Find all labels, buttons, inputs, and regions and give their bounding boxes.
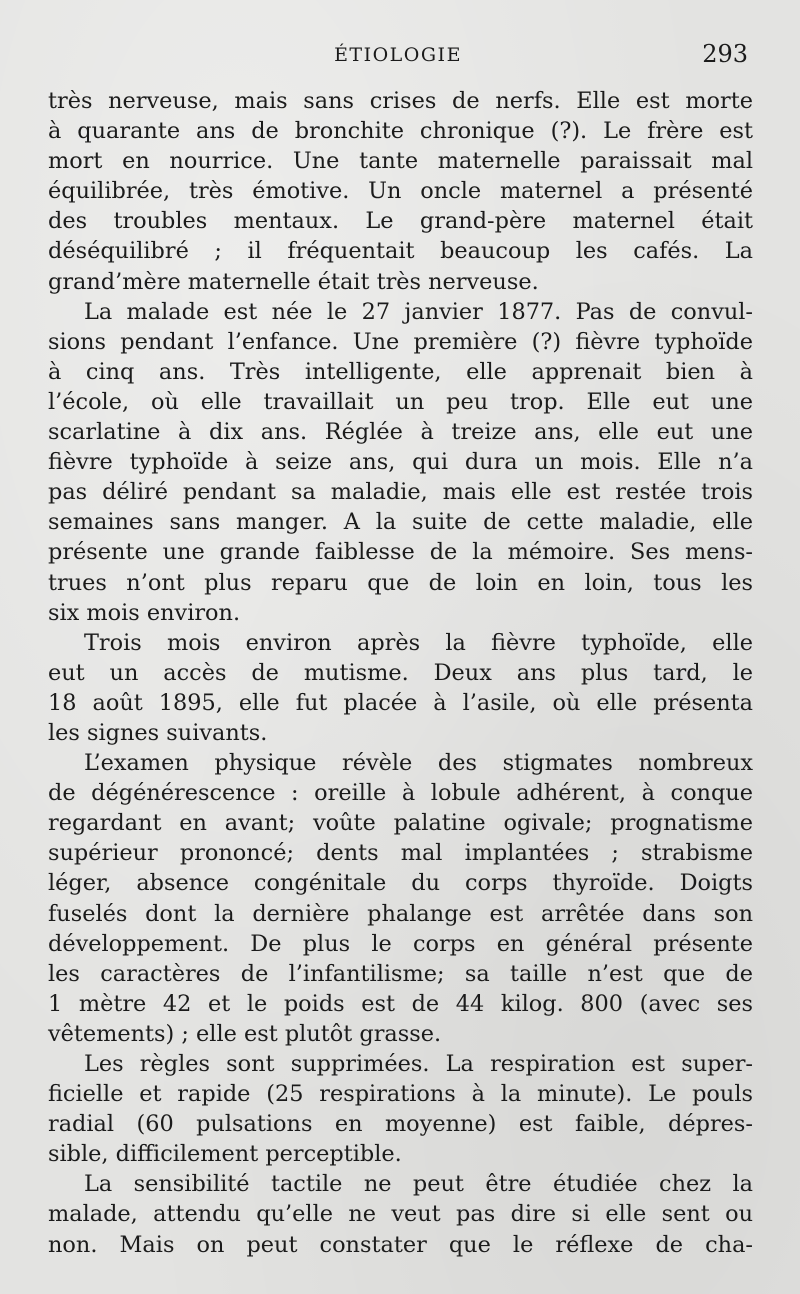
text-line: semaines sans manger. A la suite de cette maladie, elle: [48, 509, 753, 536]
text-line: six mois environ.: [48, 599, 241, 626]
text-line: La sensibilité tactile ne peut être étudiée chez la: [84, 1171, 753, 1198]
running-head: [48, 38, 748, 78]
text-line: l’école, où elle travaillait un peu trop. Elle eut une: [48, 388, 753, 415]
text-line: pas déliré pendant sa maladie, mais elle est restée trois: [48, 479, 753, 506]
text-line: sible, difficilement perceptible.: [48, 1141, 402, 1168]
text-line: très nerveuse, mais sans crises de nerfs. Elle est morte: [48, 88, 753, 114]
text-line: malade, attendu qu’elle ne veut pas dire si elle sent ou: [48, 1201, 753, 1228]
text-line: scarlatine à dix ans. Réglée à treize ans, elle eut une: [48, 419, 753, 446]
text-line: eut un accès de mutisme. Deux ans plus tard, le: [48, 659, 753, 686]
text-line: de dégénérescence : oreille à lobule adhérent, à conque: [48, 780, 753, 807]
body-text: [48, 86, 753, 1260]
text-line: à quarante ans de bronchite chronique (?). Le frère est: [48, 118, 753, 145]
text-line: radial (60 pulsations en moyenne) est faible, dépres-: [48, 1111, 753, 1138]
text-line: mort en nourrice. Une tante maternelle paraissait mal: [48, 148, 753, 175]
page-number: 293: [702, 40, 748, 68]
text-line: 1 mètre 42 et le poids est de 44 kilog. 800 (avec ses: [48, 990, 753, 1017]
text-line: déséquilibré ; il fréquentait beaucoup les cafés. La: [48, 238, 753, 265]
text-line: 18 août 1895, elle fut placée à l’asile, où elle présenta: [48, 689, 753, 716]
text-line: supérieur prononcé; dents mal implantées ; strabisme: [48, 840, 753, 867]
text-line: les caractères de l’infantilisme; sa taille n’est que de: [48, 960, 753, 987]
text-line: léger, absence congénitale du corps thyroïde. Doigts: [48, 870, 753, 897]
text-line: non. Mais on peut constater que le réflexe de cha-: [48, 1231, 753, 1258]
text-line: des troubles mentaux. Le grand-père maternel était: [48, 208, 753, 235]
text-line: fuselés dont la dernière phalange est arrêtée dans son: [48, 900, 753, 927]
text-line: sions pendant l’enfance. Une première (?) fièvre typhoïde: [48, 328, 753, 355]
running-title: ÉTIOLOGIE: [334, 44, 462, 66]
text-line: fièvre typhoïde à seize ans, qui dura un mois. Elle n’a: [48, 449, 753, 476]
text-line: Les règles sont supprimées. La respiration est super-: [84, 1051, 753, 1077]
text-line: équilibrée, très émotive. Un oncle maternel a présenté: [48, 178, 753, 205]
text-line: ficielle et rapide (25 respirations à la minute). Le pouls: [48, 1081, 753, 1108]
text-line: développement. De plus le corps en général présente: [48, 930, 753, 957]
text-line: regardant en avant; voûte palatine ogivale; prognatisme: [48, 810, 753, 837]
text-line: trues n’ont plus reparu que de loin en loin, tous les: [48, 569, 753, 596]
text-line: L’examen physique révèle des stigmates nombreux: [84, 750, 753, 777]
text-line: présente une grande faiblesse de la mémoire. Ses mens-: [48, 539, 753, 566]
text-line: vêtements) ; elle est plutôt grasse.: [48, 1020, 442, 1047]
text-line: grand’mère maternelle était très nerveuse.: [48, 268, 539, 295]
text-line: à cinq ans. Très intelligente, elle apprenait bien à: [48, 358, 753, 385]
text-line: les signes suivants.: [48, 719, 268, 746]
text-line: Trois mois environ après la fièvre typhoïde, elle: [84, 629, 753, 656]
text-line: La malade est née le 27 janvier 1877. Pas de convul-: [84, 298, 753, 325]
